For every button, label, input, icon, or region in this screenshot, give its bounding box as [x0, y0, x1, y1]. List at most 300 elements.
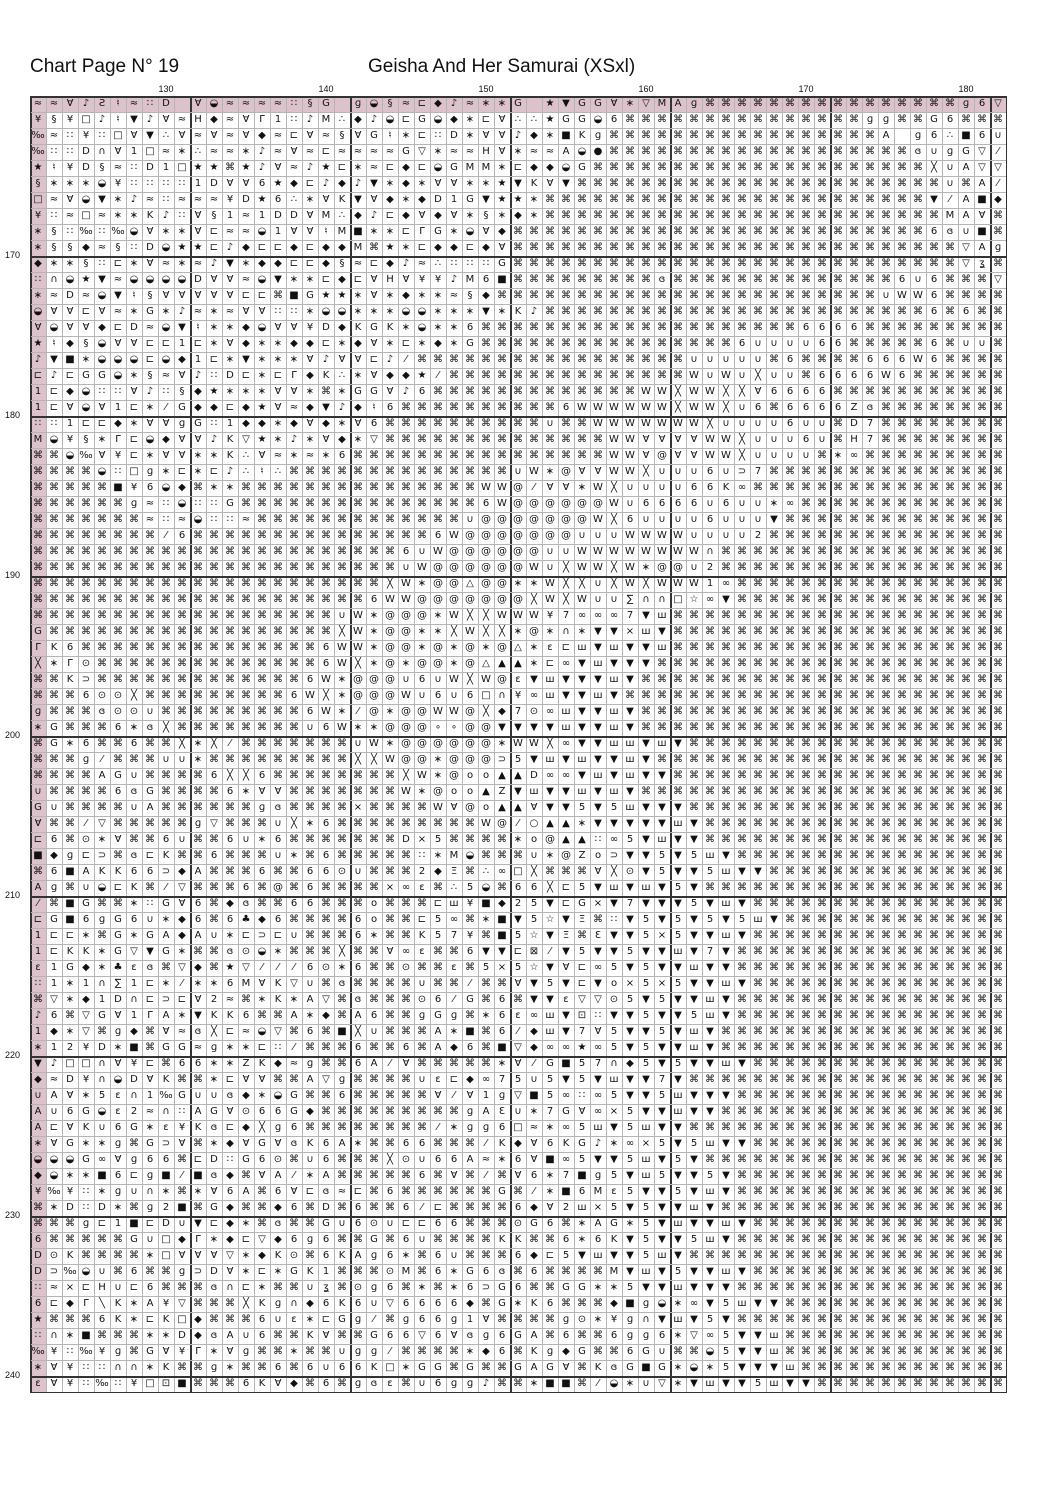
stitch-cell: D — [126, 1072, 142, 1088]
stitch-cell: ∪ — [302, 1280, 318, 1296]
stitch-cell: W — [686, 576, 702, 592]
stitch-cell: ∗ — [62, 1328, 78, 1344]
stitch-cell: ⌘ — [318, 1056, 334, 1072]
stitch-cell: ⌘ — [878, 560, 894, 576]
stitch-cell: ⌘ — [910, 448, 926, 464]
stitch-cell: ▼ — [654, 912, 670, 928]
stitch-cell: ⌘ — [398, 1184, 414, 1200]
stitch-cell: ⌘ — [926, 1104, 942, 1120]
stitch-cell: ∗ — [350, 1136, 366, 1152]
stitch-cell: ⌘ — [974, 448, 990, 464]
stitch-cell: ▼ — [510, 720, 526, 736]
stitch-cell: ⌘ — [414, 464, 430, 480]
stitch-cell: ⌘ — [526, 240, 542, 256]
stitch-cell: ⌘ — [318, 752, 334, 768]
stitch-cell: ⌘ — [622, 208, 638, 224]
stitch-cell: D — [190, 272, 206, 288]
stitch-cell: ⌘ — [990, 400, 1006, 416]
stitch-cell: ⌘ — [766, 176, 782, 192]
stitch-cell: ⌘ — [926, 1056, 942, 1072]
stitch-cell: ▼ — [654, 1152, 670, 1168]
stitch-cell: ⌘ — [878, 1344, 894, 1360]
stitch-cell: Ɐ — [510, 1056, 526, 1072]
stitch-cell: 5 — [606, 800, 622, 816]
stitch-cell: ▼ — [670, 1200, 686, 1216]
stitch-cell: 6 — [574, 1184, 590, 1200]
stitch-cell: ▼ — [654, 880, 670, 896]
stitch-cell: ∗ — [526, 192, 542, 208]
stitch-cell: ▼ — [622, 1008, 638, 1024]
stitch-cell: ⌘ — [878, 656, 894, 672]
stitch-cell: ⌘ — [590, 912, 606, 928]
stitch-cell: ⌘ — [350, 784, 366, 800]
stitch-cell: ⌘ — [654, 320, 670, 336]
stitch-cell: ⌘ — [334, 816, 350, 832]
stitch-cell: ∑ — [622, 592, 638, 608]
stitch-cell: ◆ — [334, 320, 350, 336]
stitch-cell: ⌘ — [814, 768, 830, 784]
stitch-cell: ∪ — [734, 512, 750, 528]
stitch-cell: W — [574, 400, 590, 416]
stitch-cell: ш — [718, 928, 734, 944]
stitch-cell: W — [494, 480, 510, 496]
stitch-cell: ɞ — [350, 992, 366, 1008]
stitch-cell: ▼ — [686, 944, 702, 960]
stitch-cell: Ɐ — [158, 288, 174, 304]
stitch-cell: ⌘ — [766, 96, 782, 112]
stitch-cell: ⌘ — [974, 496, 990, 512]
stitch-cell: ⌘ — [894, 1264, 910, 1280]
stitch-cell: ⌘ — [894, 496, 910, 512]
stitch-cell: ⌘ — [590, 320, 606, 336]
stitch-cell: ⌘ — [782, 1168, 798, 1184]
stitch-cell: ∗ — [302, 272, 318, 288]
stitch-cell: ⌘ — [814, 512, 830, 528]
stitch-cell — [894, 128, 910, 144]
stitch-cell: ⊃ — [46, 1264, 62, 1280]
stitch-cell: ⌘ — [862, 128, 878, 144]
stitch-cell: ★ — [254, 192, 270, 208]
stitch-cell: 6 — [398, 1040, 414, 1056]
stitch-cell: ⌘ — [478, 848, 494, 864]
stitch-cell: ∷ — [286, 96, 302, 112]
stitch-cell: ⌘ — [702, 304, 718, 320]
stitch-cell: ▼ — [750, 1344, 766, 1360]
stitch-cell: ⌘ — [590, 288, 606, 304]
stitch-cell: ▽ — [654, 1376, 670, 1392]
stitch-cell: ɞ — [334, 976, 350, 992]
stitch-cell: □ — [30, 192, 46, 208]
stitch-cell: ⌘ — [926, 944, 942, 960]
stitch-cell: ∷ — [158, 384, 174, 400]
stitch-cell: 1 — [222, 416, 238, 432]
stitch-cell: @ — [494, 512, 510, 528]
stitch-cell: ⌘ — [606, 320, 622, 336]
stitch-cell: ▼ — [590, 752, 606, 768]
stitch-cell: ∪ — [30, 784, 46, 800]
stitch-cell: ⌘ — [910, 1072, 926, 1088]
stitch-cell: G — [46, 736, 62, 752]
stitch-cell: 6 — [62, 1104, 78, 1120]
stitch-cell: ⌘ — [542, 304, 558, 320]
stitch-cell: 7 — [542, 1104, 558, 1120]
stitch-cell: ⌘ — [718, 608, 734, 624]
stitch-cell: ⌘ — [254, 672, 270, 688]
stitch-cell: ⌘ — [798, 1072, 814, 1088]
stitch-cell: ∗ — [110, 1200, 126, 1216]
stitch-cell: Ɐ — [174, 368, 190, 384]
stitch-cell: ⌘ — [622, 256, 638, 272]
stitch-cell: @ — [670, 560, 686, 576]
stitch-cell: ⌘ — [990, 1024, 1006, 1040]
grid-line — [158, 96, 159, 1392]
stitch-cell: ⌘ — [830, 416, 846, 432]
stitch-cell: ɞ — [126, 784, 142, 800]
stitch-cell: ╳ — [670, 384, 686, 400]
stitch-cell: ⌘ — [110, 608, 126, 624]
stitch-cell: ⌘ — [382, 896, 398, 912]
stitch-cell: ▼ — [718, 1184, 734, 1200]
stitch-cell: A — [350, 1008, 366, 1024]
stitch-cell: ⌘ — [910, 1312, 926, 1328]
stitch-cell: □ — [126, 464, 142, 480]
stitch-cell: ⌘ — [958, 176, 974, 192]
stitch-cell: ▼ — [622, 928, 638, 944]
stitch-cell: ⌘ — [942, 768, 958, 784]
stitch-cell: ■ — [62, 352, 78, 368]
stitch-cell: ▼ — [606, 624, 622, 640]
stitch-cell: ∗ — [206, 1232, 222, 1248]
stitch-cell: ▲ — [510, 800, 526, 816]
stitch-cell: ⌘ — [846, 784, 862, 800]
stitch-cell: ⌘ — [670, 768, 686, 784]
stitch-cell: 6 — [702, 480, 718, 496]
column-number: 140 — [314, 84, 338, 94]
stitch-cell: ∗ — [158, 1328, 174, 1344]
stitch-cell: ⌘ — [718, 112, 734, 128]
stitch-cell: ⌘ — [734, 704, 750, 720]
stitch-cell: A — [318, 1168, 334, 1184]
stitch-cell: ⌘ — [334, 896, 350, 912]
stitch-cell: ⌘ — [878, 896, 894, 912]
stitch-cell: W — [526, 608, 542, 624]
stitch-cell: ⌘ — [862, 672, 878, 688]
stitch-cell: ɞ — [94, 704, 110, 720]
stitch-cell: 1 — [270, 112, 286, 128]
stitch-cell: ⌘ — [302, 1216, 318, 1232]
stitch-cell: ⌘ — [542, 368, 558, 384]
stitch-cell: ◆ — [222, 896, 238, 912]
stitch-cell: ■ — [286, 288, 302, 304]
stitch-cell: ⌘ — [942, 1232, 958, 1248]
stitch-cell: ⌘ — [702, 688, 718, 704]
stitch-cell: ⌘ — [830, 1104, 846, 1120]
stitch-cell: ⌘ — [974, 672, 990, 688]
stitch-cell: ⊏ — [270, 240, 286, 256]
stitch-cell: ⌘ — [574, 304, 590, 320]
stitch-cell: ▼ — [670, 1008, 686, 1024]
stitch-cell: ⌘ — [782, 1216, 798, 1232]
stitch-cell: G — [542, 1056, 558, 1072]
stitch-cell: ⌘ — [846, 800, 862, 816]
stitch-cell: ∗ — [526, 656, 542, 672]
stitch-cell: H — [382, 272, 398, 288]
stitch-cell: ♪ — [206, 256, 222, 272]
stitch-cell: 1 — [110, 400, 126, 416]
stitch-cell: ▼ — [526, 976, 542, 992]
stitch-cell: ⌘ — [398, 400, 414, 416]
stitch-cell: ▼ — [590, 704, 606, 720]
stitch-cell: ∗ — [622, 96, 638, 112]
stitch-cell: ⌘ — [350, 1328, 366, 1344]
stitch-cell: ∗ — [254, 1280, 270, 1296]
stitch-cell: ⌘ — [830, 848, 846, 864]
stitch-cell: ⌘ — [734, 880, 750, 896]
stitch-cell: ∗ — [350, 720, 366, 736]
stitch-cell: ⌘ — [910, 880, 926, 896]
stitch-cell: G — [574, 1280, 590, 1296]
stitch-cell: @ — [510, 512, 526, 528]
stitch-cell: ∪ — [702, 368, 718, 384]
stitch-cell: ⌘ — [910, 1056, 926, 1072]
stitch-cell: K — [254, 1376, 270, 1392]
stitch-cell: 7 — [862, 416, 878, 432]
stitch-cell: ⌘ — [382, 1008, 398, 1024]
stitch-cell: ⌘ — [830, 880, 846, 896]
stitch-cell: ⌘ — [654, 144, 670, 160]
stitch-cell: ⌘ — [862, 896, 878, 912]
stitch-cell: ⌘ — [286, 768, 302, 784]
stitch-cell: ▼ — [590, 672, 606, 688]
stitch-cell: ⌘ — [814, 832, 830, 848]
stitch-cell: ╳ — [542, 880, 558, 896]
stitch-cell: ¥ — [62, 160, 78, 176]
stitch-cell: ⌘ — [910, 944, 926, 960]
stitch-cell: ⌘ — [78, 800, 94, 816]
stitch-cell: ⌘ — [782, 1056, 798, 1072]
stitch-cell: ⌘ — [686, 672, 702, 688]
stitch-cell: ⊏ — [190, 336, 206, 352]
stitch-cell: ≈ — [366, 144, 382, 160]
stitch-cell: ⌘ — [46, 464, 62, 480]
stitch-cell: ⌘ — [894, 96, 910, 112]
stitch-cell: ⌘ — [782, 1040, 798, 1056]
stitch-cell: 1 — [126, 144, 142, 160]
stitch-cell: ɡ — [910, 128, 926, 144]
stitch-cell: ♪ — [334, 400, 350, 416]
stitch-cell: ⌘ — [222, 592, 238, 608]
stitch-cell: ⌘ — [110, 896, 126, 912]
stitch-cell: ⌘ — [590, 304, 606, 320]
stitch-cell: G — [78, 896, 94, 912]
stitch-cell: ⌘ — [862, 1376, 878, 1392]
stitch-cell: ∗ — [398, 1248, 414, 1264]
stitch-cell: ⌘ — [830, 144, 846, 160]
stitch-cell: ∗ — [398, 128, 414, 144]
stitch-cell: ⌘ — [478, 400, 494, 416]
stitch-cell: ⌘ — [78, 464, 94, 480]
stitch-cell: ⌘ — [734, 656, 750, 672]
stitch-cell: ⌘ — [574, 192, 590, 208]
stitch-cell: ◆ — [46, 848, 62, 864]
stitch-cell: ◒ — [414, 320, 430, 336]
stitch-cell: ⌘ — [158, 560, 174, 576]
stitch-cell: ⌘ — [142, 1040, 158, 1056]
grid-line — [206, 96, 207, 1392]
stitch-cell: D — [222, 368, 238, 384]
stitch-cell: ∞ — [606, 832, 622, 848]
stitch-cell: ⌘ — [942, 288, 958, 304]
stitch-cell: ∷ — [206, 368, 222, 384]
stitch-cell: ⌘ — [798, 784, 814, 800]
stitch-cell: 6 — [350, 1216, 366, 1232]
stitch-cell: ≈ — [286, 160, 302, 176]
stitch-cell: ⌘ — [974, 624, 990, 640]
stitch-cell: ◒ — [654, 1296, 670, 1312]
stitch-cell: ⌘ — [974, 752, 990, 768]
stitch-cell: 6 — [270, 1104, 286, 1120]
stitch-cell: ⌘ — [750, 288, 766, 304]
stitch-cell: ⊏ — [222, 1072, 238, 1088]
stitch-cell: 6 — [350, 1040, 366, 1056]
stitch-cell: ɡ — [350, 96, 366, 112]
stitch-cell: ⌘ — [590, 192, 606, 208]
stitch-cell: ∪ — [766, 416, 782, 432]
stitch-cell: ◆ — [270, 1056, 286, 1072]
stitch-cell: A — [190, 928, 206, 944]
stitch-cell: ⌘ — [334, 784, 350, 800]
stitch-cell: ◆ — [126, 1024, 142, 1040]
stitch-cell: ⌘ — [878, 176, 894, 192]
stitch-cell: ⌘ — [990, 688, 1006, 704]
stitch-cell: ⌘ — [782, 1024, 798, 1040]
stitch-cell: ⌘ — [46, 688, 62, 704]
stitch-cell: ⌘ — [894, 560, 910, 576]
stitch-cell: ∷ — [142, 176, 158, 192]
stitch-cell: ⌘ — [958, 112, 974, 128]
stitch-cell: ▼ — [590, 816, 606, 832]
grid-line — [142, 96, 143, 1392]
stitch-cell: ⌘ — [734, 128, 750, 144]
stitch-cell: ‰ — [78, 1344, 94, 1360]
stitch-cell: ¥ — [62, 112, 78, 128]
stitch-cell: 5 — [654, 1168, 670, 1184]
stitch-cell: ⌘ — [174, 592, 190, 608]
stitch-cell: Γ — [62, 656, 78, 672]
stitch-cell: ⌘ — [814, 1072, 830, 1088]
stitch-cell: ⌘ — [478, 1200, 494, 1216]
stitch-cell: ⌘ — [926, 752, 942, 768]
stitch-cell: ⌘ — [606, 352, 622, 368]
stitch-cell: ⌘ — [702, 880, 718, 896]
stitch-cell: ∞ — [782, 496, 798, 512]
stitch-cell: ♪ — [318, 176, 334, 192]
stitch-cell: ⌘ — [718, 560, 734, 576]
stitch-cell: ⌘ — [334, 752, 350, 768]
stitch-cell: ▼ — [558, 912, 574, 928]
stitch-cell: ⌘ — [590, 336, 606, 352]
stitch-cell: ▼ — [686, 1280, 702, 1296]
stitch-cell: ⌘ — [958, 544, 974, 560]
stitch-cell: ⌘ — [318, 576, 334, 592]
stitch-cell: G — [142, 304, 158, 320]
stitch-cell: ⌘ — [110, 800, 126, 816]
stitch-cell: W — [654, 528, 670, 544]
stitch-cell: ⌘ — [926, 576, 942, 592]
stitch-cell: ⌘ — [574, 176, 590, 192]
stitch-cell: ш — [654, 608, 670, 624]
stitch-cell: ⌘ — [78, 480, 94, 496]
stitch-cell: ⌘ — [750, 848, 766, 864]
stitch-cell: ⌘ — [974, 912, 990, 928]
stitch-cell: ⁄ — [542, 944, 558, 960]
stitch-cell: ‰ — [30, 128, 46, 144]
stitch-cell: ⌘ — [574, 416, 590, 432]
stitch-cell: ɡ — [126, 496, 142, 512]
stitch-cell: ⌘ — [958, 1184, 974, 1200]
stitch-cell: @ — [574, 512, 590, 528]
stitch-cell: 7 — [862, 432, 878, 448]
stitch-cell: ⌘ — [446, 1200, 462, 1216]
stitch-cell: ⌘ — [302, 736, 318, 752]
stitch-cell: ≈ — [366, 160, 382, 176]
stitch-cell: ⌘ — [110, 624, 126, 640]
stitch-cell: ⌘ — [510, 992, 526, 1008]
stitch-cell: ⌘ — [958, 1200, 974, 1216]
stitch-cell: ⌘ — [382, 1168, 398, 1184]
stitch-cell: ⌘ — [382, 560, 398, 576]
stitch-cell: ◆ — [30, 256, 46, 272]
stitch-cell: ⌘ — [734, 592, 750, 608]
stitch-cell: @ — [526, 528, 542, 544]
stitch-cell: ⌘ — [910, 224, 926, 240]
stitch-cell: ∪ — [206, 928, 222, 944]
stitch-cell: @ — [366, 672, 382, 688]
row-number: 170 — [5, 250, 27, 260]
stitch-cell: ⌘ — [574, 864, 590, 880]
stitch-cell: @ — [510, 496, 526, 512]
stitch-cell: ⌘ — [958, 592, 974, 608]
stitch-cell: ⌘ — [702, 624, 718, 640]
stitch-cell: ⌘ — [222, 672, 238, 688]
stitch-cell: ∞ — [558, 1120, 574, 1136]
stitch-cell: ⌘ — [270, 1008, 286, 1024]
stitch-cell: 7 — [590, 1056, 606, 1072]
stitch-cell: ⌘ — [398, 416, 414, 432]
stitch-cell: ⌘ — [190, 480, 206, 496]
stitch-cell: □ — [510, 864, 526, 880]
stitch-cell: ⌘ — [542, 320, 558, 336]
stitch-cell: ╳ — [158, 720, 174, 736]
stitch-cell: 6 — [734, 336, 750, 352]
stitch-cell: ⌘ — [942, 1360, 958, 1376]
stitch-cell: ⌘ — [894, 624, 910, 640]
grid-line — [238, 96, 239, 1392]
stitch-cell: ⌘ — [702, 608, 718, 624]
stitch-cell: ⌘ — [398, 480, 414, 496]
stitch-cell: ▼ — [686, 1216, 702, 1232]
stitch-cell: ▼ — [654, 1232, 670, 1248]
stitch-cell: ⌘ — [286, 944, 302, 960]
stitch-cell: ɞ — [270, 800, 286, 816]
stitch-cell: ⌘ — [894, 1328, 910, 1344]
stitch-cell: ◆ — [94, 320, 110, 336]
stitch-cell: ⌘ — [462, 1184, 478, 1200]
stitch-cell: ▼ — [702, 1280, 718, 1296]
stitch-cell: ⌘ — [318, 1120, 334, 1136]
stitch-cell: ⌘ — [734, 944, 750, 960]
stitch-cell: ⌘ — [734, 752, 750, 768]
